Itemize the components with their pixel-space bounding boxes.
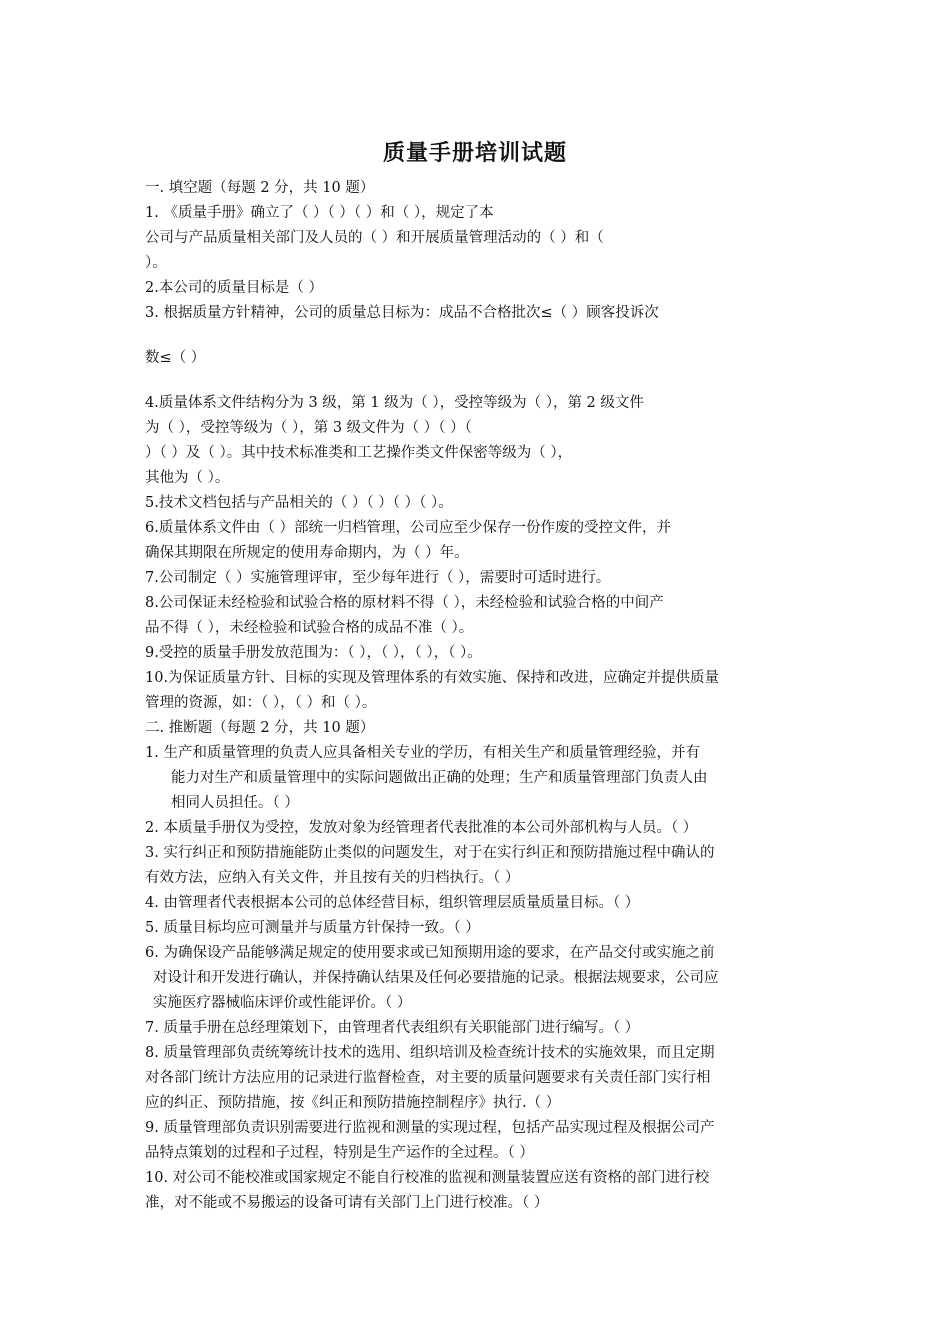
question-line: 1. 《质量手册》确立了（ ）（ ）（ ）和（ ），规定了本 <box>145 205 494 221</box>
section-heading-true-false: 二. 推断题（每题 2 分，共 10 题） <box>145 720 375 736</box>
question-line: 7.公司制定（ ）实施管理评审，至少每年进行（ ），需要时可适时进行。 <box>145 570 611 586</box>
question-line: 准，对不能或不易搬运的设备可请有关部门上门进行校准。（ ） <box>145 1195 549 1211</box>
question-line: 2. 本质量手册仅为受控，发放对象为经管理者代表批准的本公司外部机构与人员。（ ） <box>145 820 698 836</box>
question-line: 管理的资源，如：（ ），（ ）和（ ）。 <box>145 695 377 711</box>
spacer <box>145 326 811 346</box>
question-line: 能力对生产和质量管理中的实际问题做出正确的处理；生产和质量管理部门负责人由 <box>171 770 708 786</box>
question-line: 5.技术文档包括与产品相关的（ ）（ ）（ ）（ ）。 <box>145 495 453 511</box>
question-line: 相同人员担任。（ ） <box>171 795 299 811</box>
question-line: 9. 质量管理部负责识别需要进行监视和测量的实现过程，包括产品实现过程及根据公司产 <box>145 1120 715 1136</box>
question-line: 10.为保证质量方针、目标的实现及管理体系的有效实施、保持和改进，应确定并提供质量 <box>145 670 720 686</box>
question-line: 品不得（ ），未经检验和试验合格的成品不准（ ）。 <box>145 620 474 636</box>
question-line: 数≤（ ） <box>145 350 206 366</box>
question-line: 2.本公司的质量目标是（ ） <box>145 280 323 296</box>
question-line: 9.受控的质量手册发放范围为：（ ），（ ），（ ），（ ）。 <box>145 645 482 661</box>
question-line: 10. 对公司不能校准或国家规定不能自行校准的监视和测量装置应送有资格的部门进行校 <box>145 1170 710 1186</box>
question-line: 对各部门统计方法应用的记录进行监督检查，对主要的质量问题要求有关责任部门实行相 <box>145 1070 711 1086</box>
question-line: 3. 实行纠正和预防措施能防止类似的问题发生，对于在实行纠正和预防措施过程中确认的 <box>145 845 715 861</box>
question-line: 1. 生产和质量管理的负责人应具备相关专业的学历，有相关生产和质量管理经验，并有 <box>145 745 700 761</box>
question-line: 确保其期限在所规定的使用寿命期内，为（ ）年。 <box>145 545 469 561</box>
question-line: 其他为（ ）。 <box>145 470 230 486</box>
question-line: 应的纠正、预防措施，按《纠正和预防措施控制程序》执行.（ ） <box>145 1095 561 1111</box>
document-body <box>145 176 811 1216</box>
question-line: 为（ ），受控等级为（ ），第 3 级文件为（ ）（ ）（ <box>145 420 472 436</box>
question-line: 实施医疗器械临床评价或性能评价。（ ） <box>153 995 412 1011</box>
question-line: 8.公司保证未经检验和试验合格的原材料不得（ ），未经检验和试验合格的中间产 <box>145 595 664 611</box>
section-heading-fill-in: 一. 填空题（每题 2 分，共 10 题） <box>145 180 375 196</box>
question-line: 对设计和开发进行确认，并保持确认结果及任何必要措施的记录。根据法规要求，公司应 <box>153 970 719 986</box>
question-line: 品特点策划的过程和子过程，特别是生产运作的全过程。（ ） <box>145 1145 534 1161</box>
question-line: 5. 质量目标均应可测量并与质量方针保持一致。（ ） <box>145 920 480 936</box>
document-title: 质量手册培训试题 <box>382 141 567 166</box>
question-line: 3. 根据质量方针精神，公司的质量总目标为：成品不合格批次≤（ ）顾客投诉次 <box>145 305 659 321</box>
spacer <box>145 371 811 391</box>
question-line: ）。 <box>145 255 167 271</box>
question-line: 6.质量体系文件由（ ）部统一归档管理，公司应至少保存一份作废的受控文件，并 <box>145 520 671 536</box>
question-line: 有效方法，应纳入有关文件，并且按有关的归档执行。（ ） <box>145 870 520 886</box>
question-line: 6. 为确保设产品能够满足规定的使用要求或已知预期用途的要求，在产品交付或实施之前 <box>145 945 715 961</box>
question-line: ）（ ）及（ ）。其中技术标准类和工艺操作类文件保密等级为（ ）， <box>145 445 573 461</box>
question-line: 7. 质量手册在总经理策划下，由管理者代表组织有关职能部门进行编写。（ ） <box>145 1020 640 1036</box>
question-line: 4. 由管理者代表根据本公司的总体经营目标，组织管理层质量质量目标。（ ） <box>145 895 640 911</box>
question-line: 公司与产品质量相关部门及人员的（ ）和开展质量管理活动的（ ）和（ <box>145 230 604 246</box>
question-line: 8. 质量管理部负责统筹统计技术的选用、组织培训及检查统计技术的实施效果，而且定期 <box>145 1045 715 1061</box>
question-line: 4.质量体系文件结构分为 3 级，第 1 级为（ ），受控等级为（ ），第 2 级文件 <box>145 395 644 411</box>
